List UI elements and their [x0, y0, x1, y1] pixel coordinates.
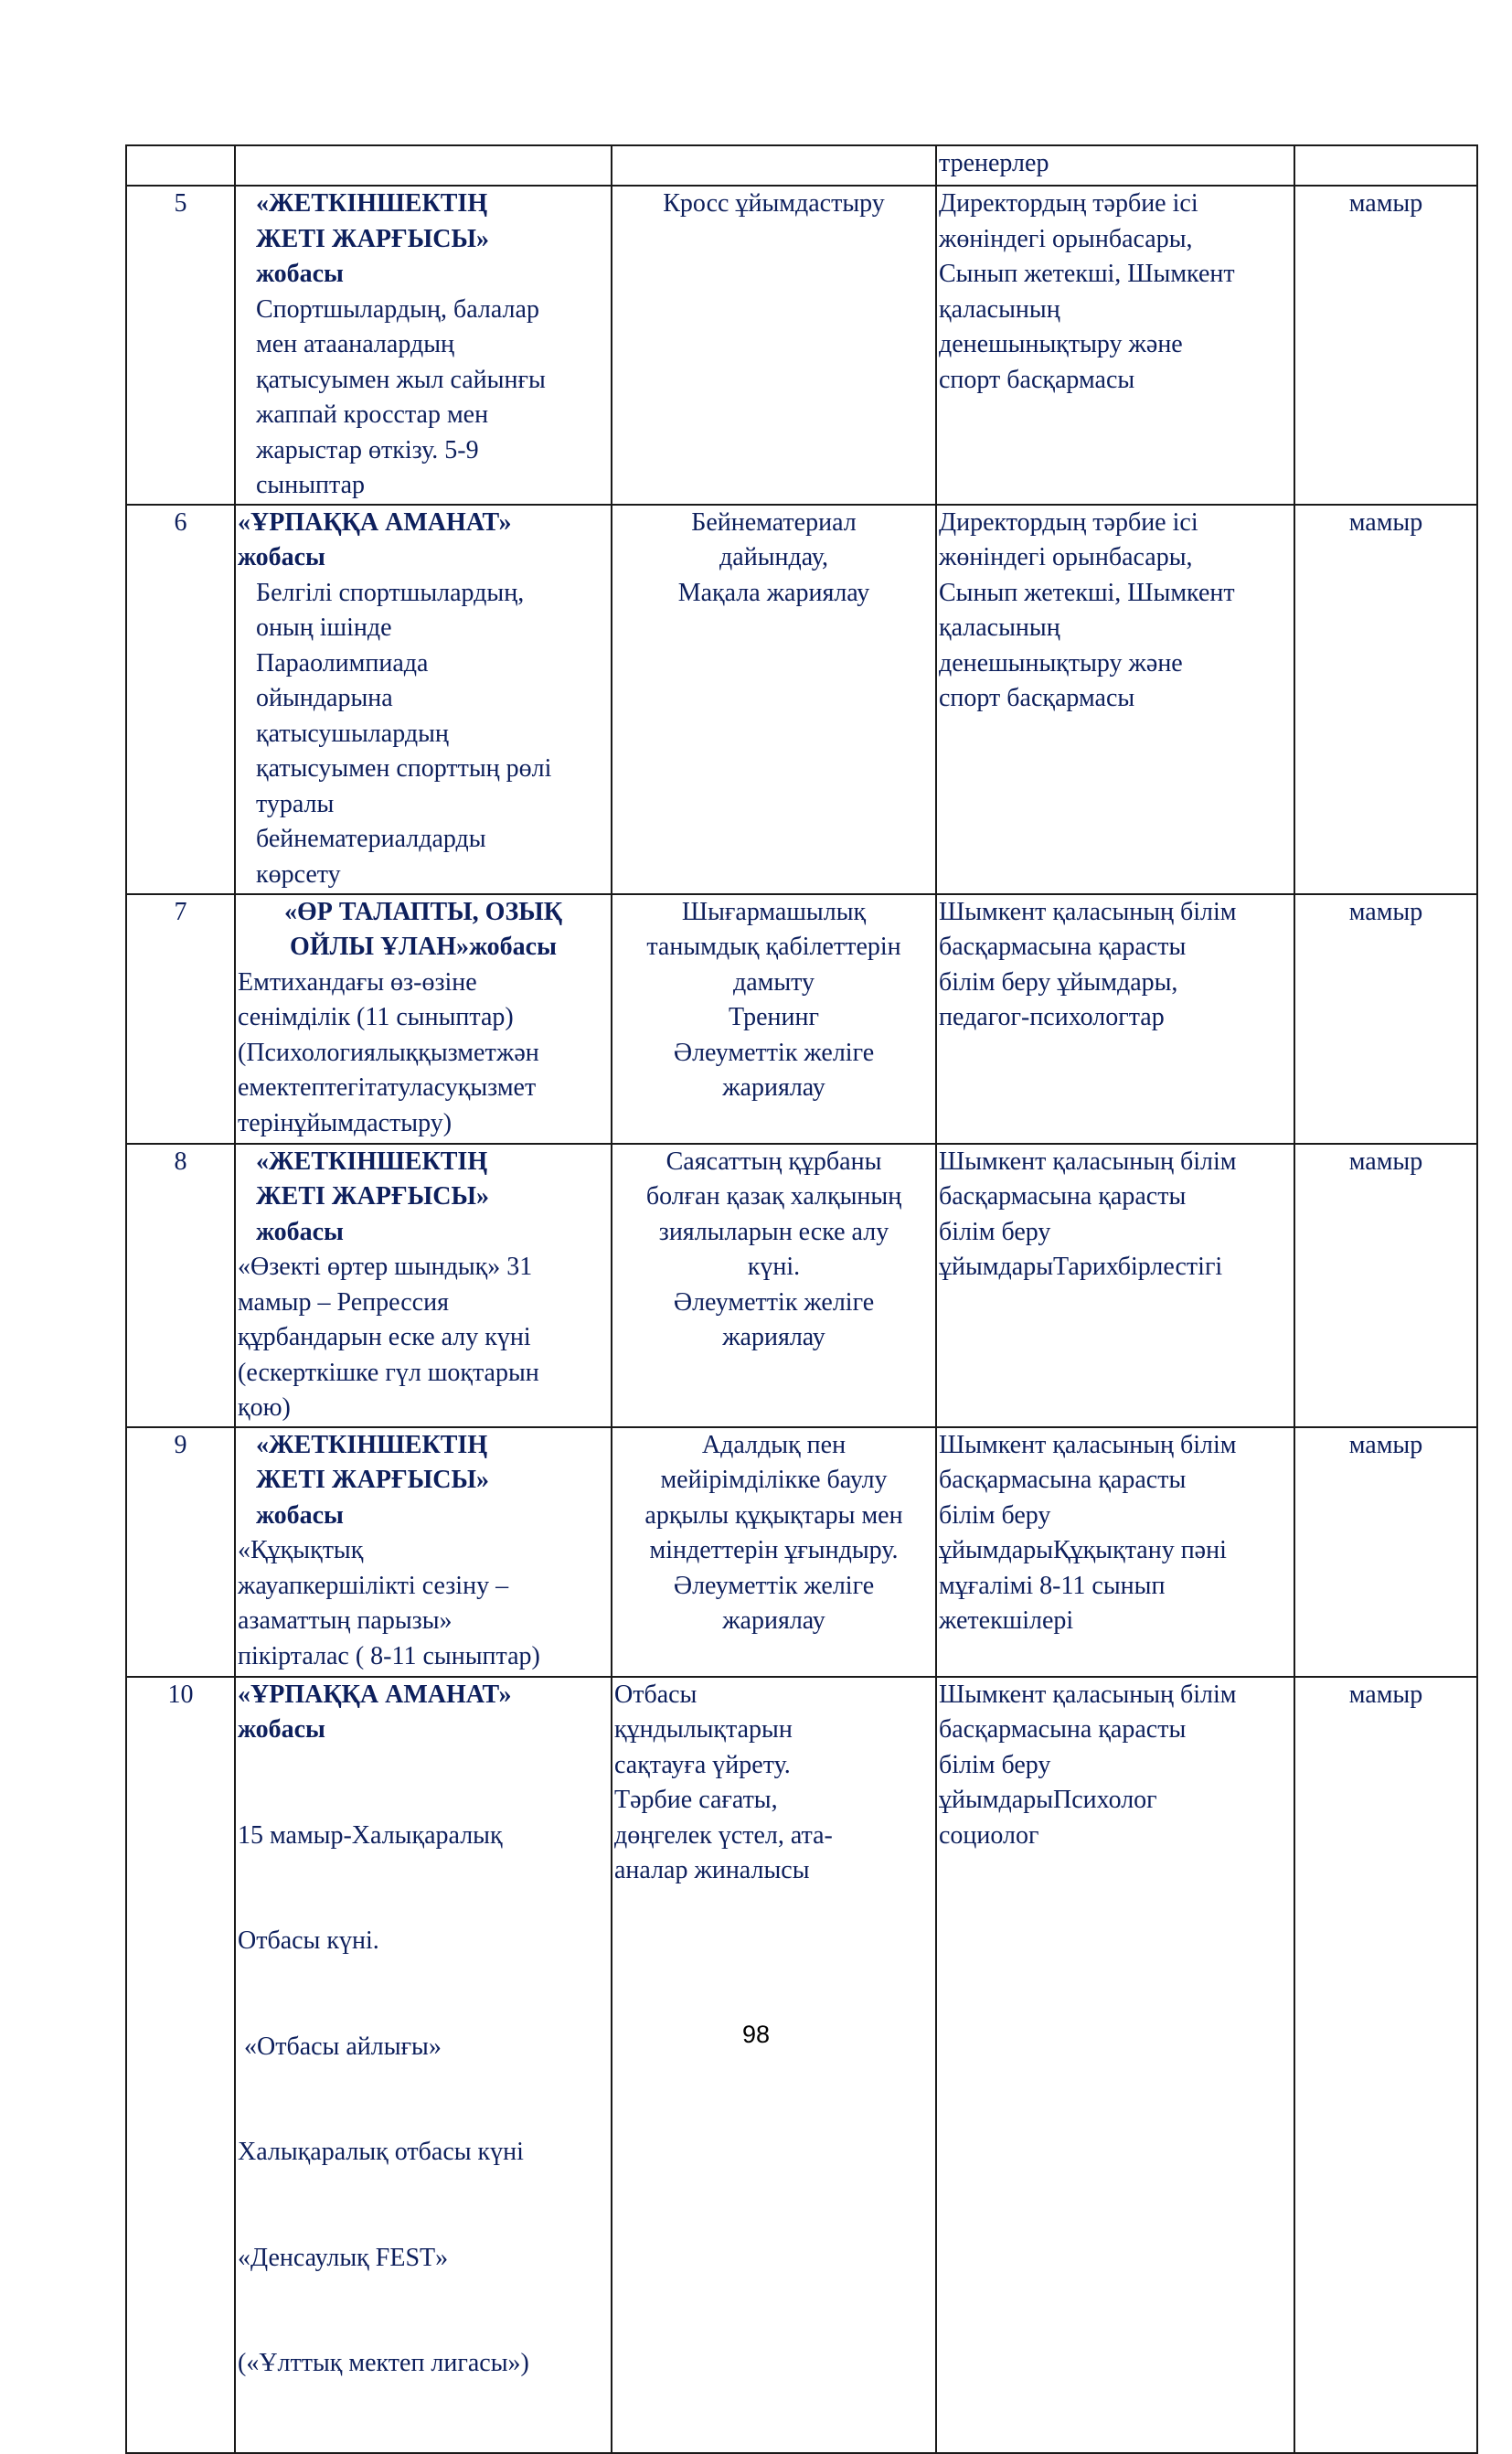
text-line: басқармасына қарасты [939, 933, 1187, 961]
text-line: ЖЕТІ ЖАРҒЫСЫ» [256, 224, 489, 253]
text-line: ойындарына [256, 684, 393, 712]
text-line: 7 [174, 897, 187, 926]
text-line: Әлеуметтік желіге [673, 1287, 875, 1317]
text-line: 15 мамыр-Халықаралық [238, 1820, 503, 1850]
text-line: жобасы [256, 1217, 344, 1246]
project-title [238, 506, 609, 576]
cell-num [126, 1677, 235, 2453]
text-line: «Денсаулық FEST» [238, 2243, 449, 2272]
text-line: жауапкершілікті сезіну – [238, 1571, 509, 1600]
cell-month [1294, 505, 1477, 894]
project-title [238, 1678, 609, 1748]
text-line: жобасы [256, 1500, 344, 1530]
text-line: жөніндегі орынбасары, [939, 224, 1193, 253]
table-row [126, 1427, 1477, 1677]
cell-event [235, 186, 612, 505]
event-description [238, 293, 609, 504]
text-line: денешынықтыру және [939, 330, 1183, 358]
text-line: Саясаттың құрбаны [665, 1147, 882, 1176]
text-line: сыныптар [256, 471, 366, 499]
text-line: жариялау [722, 1323, 825, 1351]
cell-responsible [936, 186, 1294, 505]
text-line: қатысуымен спорттың рөлі [256, 754, 552, 783]
text-line: Тәрбие сағаты, [614, 1786, 778, 1814]
text-line: білім беру ұйымдары, [939, 967, 1178, 997]
text-line: мамыр [1348, 897, 1423, 926]
cell-num [126, 186, 235, 505]
page-number: 98 [741, 2021, 771, 2048]
table-row [126, 505, 1477, 894]
text-line: мен атааналардың [256, 330, 454, 358]
text-line: дөңгелек үстел, ата- [614, 1820, 833, 1850]
cell-form [612, 1144, 936, 1427]
text-line: дайындау, [719, 543, 828, 571]
text-line: Халықаралық отбасы күні [238, 2138, 524, 2166]
text-line: болған қазақ халқының [645, 1182, 902, 1211]
cell-month [1294, 145, 1477, 186]
text-line: Директордың тәрбие ісі [939, 189, 1198, 218]
text-line: бейнематериалдарды [256, 825, 486, 853]
project-title [238, 1145, 609, 1251]
cell-num [126, 505, 235, 894]
text-line: ЖЕТІ ЖАРҒЫСЫ» [256, 1182, 489, 1211]
text-line: денешынықтыру және [939, 648, 1183, 678]
cell-form [612, 1427, 936, 1677]
text-line: басқармасына қарасты [939, 1182, 1187, 1211]
text-line: Мақала жариялау [677, 578, 870, 607]
project-title [238, 895, 609, 966]
cell-num [126, 1144, 235, 1427]
text-line: тренерлер [939, 149, 1049, 177]
text-line: білім беру [939, 1217, 1051, 1246]
text-line: «ЖЕТКІНШЕКТІҢ [256, 1147, 488, 1176]
text-line: мейірімділікке баулу [660, 1466, 888, 1494]
text-line: басқармасына қарасты [939, 1715, 1187, 1744]
text-line: міндеттерін ұғындыру. [649, 1536, 899, 1564]
text-line: «ЖЕТКІНШЕКТІҢ [256, 189, 488, 218]
text-line: емектептегітатуласуқызмет [238, 1073, 537, 1102]
cell-event [235, 145, 612, 186]
text-line: көрсету [256, 859, 341, 889]
text-line: Отбасы күні. [238, 1926, 379, 1955]
text-line: 10 [167, 1680, 194, 1709]
cell-responsible [936, 505, 1294, 894]
text-line: Сынып жетекші, Шымкент [939, 578, 1235, 607]
text-line: оның ішінде [256, 614, 392, 642]
text-line: 6 [174, 507, 187, 537]
text-line: Отбасы [614, 1680, 697, 1709]
project-title [238, 187, 609, 293]
text-line: «ҰРПАҚҚА АМАНАТ» [238, 1680, 512, 1709]
text-line: қатысушылардың [256, 719, 449, 748]
text-line: Кросс ұйымдастыру [663, 189, 885, 218]
cell-responsible [936, 1677, 1294, 2453]
text-line: ұйымдарыТарихбірлестігі [939, 1253, 1223, 1281]
table-row [126, 1677, 1477, 2453]
text-line: Шымкент қаласының білім [939, 897, 1237, 926]
text-line: қаласының [939, 614, 1060, 642]
event-description [238, 1748, 609, 2452]
cell-responsible [936, 1427, 1294, 1677]
text-line: зиялыларын еске алу [658, 1217, 889, 1246]
text-line: жариялау [722, 1073, 825, 1102]
cell-month [1294, 894, 1477, 1144]
text-line: Бейнематериал [691, 507, 857, 537]
event-description [238, 1250, 609, 1426]
text-line: күні. [747, 1253, 801, 1281]
text-line: жарыстар өткізу. 5-9 [256, 435, 479, 464]
text-line: мамыр [1348, 189, 1423, 218]
table-row [126, 894, 1477, 1144]
text-line: Сынып жетекші, Шымкент [939, 260, 1235, 288]
cell-responsible [936, 894, 1294, 1144]
text-line: құрбандарын еске алу күні [238, 1323, 531, 1351]
text-line: Директордың тәрбие ісі [939, 507, 1198, 537]
text-line: «ӨР ТАЛАПТЫ, ОЗЫҚ [283, 897, 563, 926]
cell-month [1294, 1144, 1477, 1427]
text-line: сақтауға үйрету. [614, 1750, 791, 1779]
text-line: спорт басқармасы [939, 365, 1135, 394]
text-line: «ЖЕТКІНШЕКТІҢ [256, 1430, 488, 1459]
text-line: 8 [174, 1147, 187, 1176]
text-line: Әлеуметтік желіге [673, 1038, 875, 1067]
text-line: «Отбасы айлығы» [238, 2032, 442, 2061]
text-line: жариялау [722, 1606, 825, 1635]
text-line: дамыту [732, 967, 815, 997]
cell-num [126, 1427, 235, 1677]
text-line: Шымкент қаласының білім [939, 1430, 1237, 1459]
cell-form [612, 1677, 936, 2453]
text-line: жобасы [256, 260, 344, 288]
text-line: мамыр [1348, 1430, 1423, 1459]
text-line: спорт басқармасы [939, 684, 1135, 712]
cell-event [235, 1144, 612, 1427]
text-line: терінұйымдастыру) [238, 1108, 453, 1137]
text-line: Спортшылардың, балалар [256, 294, 539, 324]
text-line: «ҰРПАҚҚА АМАНАТ» [238, 507, 512, 537]
text-line: ОЙЛЫ ҰЛАН»жобасы [290, 933, 557, 961]
text-line: туралы [256, 789, 335, 818]
cell-event [235, 1677, 612, 2453]
text-line: басқармасына қарасты [939, 1466, 1187, 1494]
text-line: мамыр [1348, 1147, 1423, 1176]
text-line: педагог-психологтар [939, 1003, 1165, 1031]
cell-responsible [936, 1144, 1294, 1427]
cell-month [1294, 1677, 1477, 2453]
cell-form [612, 505, 936, 894]
text-line: пікірталас ( 8-11 сыныптар) [238, 1641, 540, 1670]
table-row [126, 1144, 1477, 1427]
text-line: «Өзекті өртер шындық» 31 [238, 1253, 533, 1281]
text-line: жөніндегі орынбасары, [939, 543, 1193, 571]
table-row [126, 186, 1477, 505]
text-line: білім беру [939, 1500, 1051, 1530]
text-line: қаласының [939, 294, 1060, 324]
event-description [238, 576, 609, 893]
table-row-continuation [126, 145, 1477, 186]
text-line: социолог [939, 1820, 1039, 1850]
text-line: Шығармашылық [681, 897, 867, 926]
cell-form [612, 894, 936, 1144]
text-line: Шымкент қаласының білім [939, 1680, 1237, 1709]
text-line: мұғалімі 8-11 сынып [939, 1571, 1166, 1600]
text-line: Адалдық пен [701, 1430, 847, 1459]
text-line: Әлеуметтік желіге [673, 1571, 875, 1600]
text-line: құндылықтарын [614, 1715, 793, 1744]
text-line: Емтихандағы өз-өзіне [238, 967, 477, 997]
text-line: жетекшілері [939, 1606, 1074, 1635]
cell-event [235, 894, 612, 1144]
cell-form [612, 186, 936, 505]
cell-event [235, 1427, 612, 1677]
text-line: мамыр [1348, 1680, 1423, 1709]
text-line: білім беру [939, 1750, 1051, 1779]
text-line: жобасы [238, 543, 325, 571]
text-line: ұйымдарыҚұқықтану пәні [939, 1536, 1227, 1564]
text-line: қою) [238, 1393, 291, 1422]
text-line: «Құқықтық [238, 1536, 364, 1564]
text-line: мамыр – Репрессия [238, 1287, 449, 1317]
event-description [238, 1533, 609, 1674]
project-title [238, 1428, 609, 1534]
cell-form [612, 145, 936, 186]
cell-month [1294, 1427, 1477, 1677]
text-line: (ескерткішке гүл шоқтарын [238, 1358, 539, 1387]
cell-responsible [936, 145, 1294, 186]
event-description [238, 966, 609, 1142]
text-line: Белгілі спортшылардың, [256, 578, 525, 607]
text-line: азаматтың парызы» [238, 1606, 453, 1635]
text-line: («Ұлттық мектеп лигасы») [238, 2349, 529, 2377]
text-line: сенімділік (11 сыныптар) [238, 1003, 514, 1031]
event-plan-table [125, 144, 1478, 2454]
text-line: Параолимпиада [256, 648, 429, 678]
text-line: ұйымдарыПсихолог [939, 1786, 1157, 1814]
text-line: жобасы [238, 1715, 325, 1744]
cell-event [235, 505, 612, 894]
text-line: Шымкент қаласының білім [939, 1147, 1237, 1176]
text-line: аналар жиналысы [614, 1856, 810, 1884]
text-line: 9 [174, 1430, 187, 1459]
cell-month [1294, 186, 1477, 505]
text-line: арқылы құқықтары мен [644, 1500, 903, 1530]
text-line: (Психологиялыққызметжән [238, 1038, 539, 1067]
text-line: мамыр [1348, 507, 1423, 537]
text-line: ЖЕТІ ЖАРҒЫСЫ» [256, 1466, 489, 1494]
cell-num [126, 145, 235, 186]
text-line: қатысуымен жыл сайынғы [256, 365, 546, 394]
cell-num [126, 894, 235, 1144]
text-line: 5 [174, 189, 187, 218]
text-line: танымдық қабілеттерін [646, 933, 901, 961]
text-line: жаппай кросстар мен [256, 400, 489, 429]
text-line: Тренинг [729, 1003, 819, 1031]
